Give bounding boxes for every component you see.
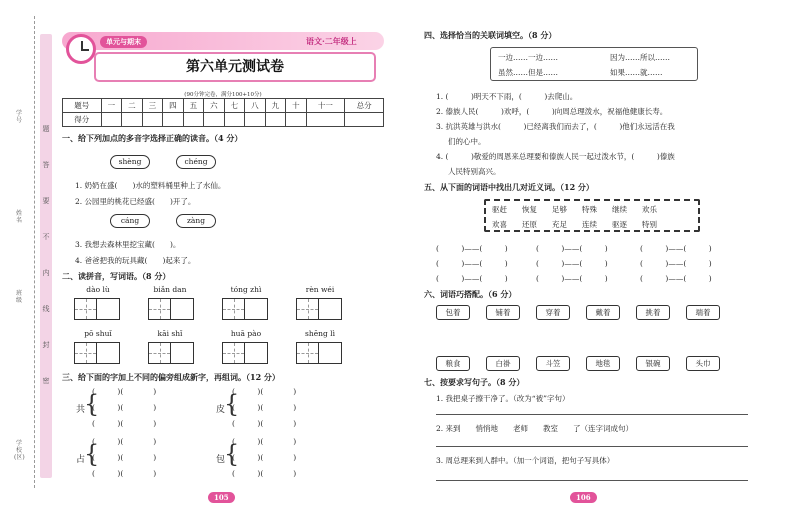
s4-question: 1. ( )明天不下雨，( )去爬山。 — [436, 92, 578, 101]
answer-line[interactable] — [436, 446, 748, 447]
pinyin-prompt: kāi shǐ — [157, 329, 183, 338]
seal-char: 不 — [42, 233, 50, 241]
class-label: 班级 — [15, 290, 22, 304]
s3-blank[interactable]: ( )( ) — [232, 469, 297, 478]
synonym-blank[interactable]: ( )——( ) — [640, 244, 712, 253]
synonym-blank[interactable]: ( )——( ) — [640, 274, 712, 283]
score-cell: 九 — [265, 99, 286, 113]
base-character: 共 — [76, 405, 86, 415]
s3-blank[interactable]: ( )( ) — [92, 453, 157, 462]
seal-char: 内 — [42, 269, 50, 277]
bank-word: 连续 — [582, 220, 597, 229]
s1-question: 2. 公园里的桃花已经盛( )开了。 — [75, 197, 196, 206]
unit-tag: 单元与期末 — [100, 36, 147, 48]
writing-grid[interactable] — [148, 298, 194, 320]
bank-word: 继续 — [612, 205, 627, 214]
score-cell: 题号 — [63, 99, 102, 113]
match-tile-bottom[interactable]: 头巾 — [686, 356, 720, 371]
s3-blank[interactable]: ( )( ) — [232, 419, 297, 428]
seal-char: 题 — [42, 125, 50, 133]
seal-char: 密 — [42, 377, 50, 385]
pinyin-option[interactable]: zàng — [176, 214, 216, 228]
score-input[interactable] — [345, 113, 384, 127]
page-number-left: 105 — [208, 492, 235, 503]
s4-question-cont: 人民特别高兴。 — [448, 167, 501, 176]
seal-char: 封 — [42, 341, 50, 349]
subject-label: 语文·二年级上 — [306, 36, 357, 46]
pinyin-prompt: dào lù — [86, 285, 110, 294]
section-4-title: 四、选择恰当的关联词填空。（8 分） — [424, 30, 557, 40]
synonym-blank[interactable]: ( )——( ) — [436, 274, 508, 283]
conjunction-option: 因为……所以…… — [610, 53, 670, 62]
brace: { — [84, 440, 100, 468]
bank-word: 充足 — [552, 220, 567, 229]
seal-band — [40, 34, 52, 478]
match-tile-bottom[interactable]: 斗笠 — [536, 356, 570, 371]
pinyin-prompt: pō shuǐ — [84, 329, 112, 338]
score-cell: 四 — [163, 99, 184, 113]
match-tile-top[interactable]: 包着 — [436, 305, 470, 320]
score-value-row — [63, 113, 384, 127]
pinyin-prompt: biǎn dan — [153, 285, 187, 294]
section-2-title: 二、读拼音，写词语。（8 分） — [62, 271, 171, 281]
s3-blank[interactable]: ( )( ) — [232, 387, 297, 396]
pinyin-option[interactable]: shèng — [110, 155, 150, 169]
section-1-title: 一、给下列加点的多音字选择正确的读音。（4 分） — [62, 133, 243, 143]
s1-question: 1. 奶奶在盛( )水的塑料桶里种上了水仙。 — [75, 181, 226, 190]
pinyin-prompt: shēng lì — [305, 329, 335, 338]
s3-blank[interactable]: ( )( ) — [92, 387, 157, 396]
s4-question: 4. ( )敬爱的周恩来总理要和傣族人民一起过泼水节，( )傣族 — [436, 152, 675, 161]
score-cell: 七 — [224, 99, 245, 113]
s7-question: 1. 我把桌子擦干净了。（改为“被”字句） — [436, 394, 570, 403]
student-id-label: 学号 — [15, 110, 22, 124]
section-6-title: 六、词语巧搭配。（6 分） — [424, 289, 517, 299]
synonym-blank[interactable]: ( )——( ) — [436, 259, 508, 268]
bank-word: 驱赶 — [492, 205, 507, 214]
s3-blank[interactable]: ( )( ) — [232, 453, 297, 462]
bank-word: 欢乐 — [642, 205, 657, 214]
match-tile-bottom[interactable]: 地毯 — [586, 356, 620, 371]
s3-blank[interactable]: ( )( ) — [92, 403, 157, 412]
score-input[interactable] — [265, 113, 286, 127]
synonym-blank[interactable]: ( )——( ) — [536, 274, 608, 283]
school-label: 学校(区) — [14, 440, 25, 461]
match-tile-top[interactable]: 穿着 — [536, 305, 570, 320]
synonym-blank[interactable]: ( )——( ) — [536, 244, 608, 253]
seal-char: 要 — [42, 197, 50, 205]
answer-line[interactable] — [436, 480, 748, 481]
match-tile-top[interactable]: 端着 — [686, 305, 720, 320]
alarm-clock-icon — [66, 34, 96, 64]
score-cell: 一 — [101, 99, 122, 113]
writing-grid[interactable] — [74, 342, 120, 364]
match-tile-top[interactable]: 挑着 — [636, 305, 670, 320]
name-label: 姓名 — [15, 210, 22, 224]
score-input[interactable] — [204, 113, 225, 127]
match-tile-bottom[interactable]: 银碗 — [636, 356, 670, 371]
synonym-blank[interactable]: ( )——( ) — [640, 259, 712, 268]
exam-info: (90分钟完卷，满分100+10分) — [184, 92, 262, 98]
section-7-title: 七、按要求写句子。（8 分） — [424, 377, 525, 387]
s1-question: 4. 爸爸把我的玩具藏( )起来了。 — [75, 256, 196, 265]
brace: { — [224, 440, 240, 468]
s3-blank[interactable]: ( )( ) — [92, 437, 157, 446]
score-input[interactable] — [101, 113, 122, 127]
s3-blank[interactable]: ( )( ) — [232, 403, 297, 412]
writing-grid[interactable] — [148, 342, 194, 364]
score-header-row — [63, 99, 384, 113]
synonym-blank[interactable]: ( )——( ) — [536, 259, 608, 268]
s1-question: 3. 我想去森林里挖宝藏( )。 — [75, 240, 181, 249]
bank-word: 欢喜 — [492, 220, 507, 229]
score-input[interactable] — [245, 113, 266, 127]
brace: { — [224, 390, 240, 418]
word-bank-row-1 — [492, 204, 657, 215]
score-input[interactable] — [163, 113, 184, 127]
bank-word: 驱逐 — [612, 220, 627, 229]
seal-char: 答 — [42, 161, 50, 169]
binding-gutter — [0, 0, 58, 532]
bank-word: 还原 — [522, 220, 537, 229]
bank-word: 恢复 — [522, 205, 537, 214]
title-box — [94, 52, 376, 82]
pinyin-prompt: tóng zhì — [230, 285, 262, 294]
page-number-right: 106 — [570, 492, 597, 503]
base-character: 占 — [76, 455, 86, 465]
writing-grid[interactable] — [296, 298, 342, 320]
s3-blank[interactable]: ( )( ) — [232, 437, 297, 446]
score-cell: 总分 — [345, 99, 384, 113]
section-3-title: 三、给下面的字加上不同的偏旁组成新字，再组词。（12 分） — [62, 372, 280, 382]
pinyin-prompt: huā pào — [230, 329, 262, 338]
match-tile-bottom[interactable]: 白褂 — [486, 356, 520, 371]
score-cell: 十 — [286, 99, 307, 113]
cut-line — [34, 16, 35, 488]
writing-grid[interactable] — [296, 342, 342, 364]
base-character: 皮 — [216, 405, 226, 415]
pinyin-option[interactable]: cáng — [110, 214, 150, 228]
score-cell: 六 — [204, 99, 225, 113]
answer-line[interactable] — [436, 414, 748, 415]
s4-question-cont: 们的心中。 — [448, 137, 486, 146]
score-cell: 十一 — [306, 99, 345, 113]
score-cell: 五 — [183, 99, 204, 113]
word-bank-row-2 — [492, 219, 657, 230]
bank-word: 特别 — [642, 220, 657, 229]
score-table — [62, 98, 384, 127]
score-cell: 三 — [142, 99, 163, 113]
score-input[interactable] — [122, 113, 143, 127]
bank-word: 特殊 — [582, 205, 597, 214]
synonym-blank[interactable]: ( )——( ) — [436, 244, 508, 253]
brace: { — [84, 390, 100, 418]
score-input[interactable] — [142, 113, 163, 127]
writing-grid[interactable] — [222, 298, 268, 320]
score-input[interactable] — [183, 113, 204, 127]
match-tile-top[interactable]: 铺着 — [486, 305, 520, 320]
base-character: 包 — [216, 455, 226, 465]
score-cell: 八 — [245, 99, 266, 113]
match-tile-top[interactable]: 戴着 — [586, 305, 620, 320]
score-cell: 得分 — [63, 113, 102, 127]
writing-grid[interactable] — [222, 342, 268, 364]
writing-grid[interactable] — [74, 298, 120, 320]
s7-question: 3. 周总理来到人群中。（加一个词语，把句子写具体） — [436, 456, 615, 465]
seal-char: 线 — [42, 305, 50, 313]
score-input[interactable] — [286, 113, 307, 127]
conjunction-option: 如果……就…… — [610, 68, 663, 77]
match-tile-bottom[interactable]: 粮食 — [436, 356, 470, 371]
conjunction-option: 虽然……但是…… — [498, 68, 558, 77]
section-5-title: 五、从下面的词语中找出几对近义词。（12 分） — [424, 182, 594, 192]
s4-question: 3. 抗洪英雄与洪水( )已经离我们而去了，( )他们永远活在我 — [436, 122, 675, 131]
s7-question: 2. 来到 悄悄地 老师 教室 了（连字词成句） — [436, 424, 634, 433]
score-input[interactable] — [306, 113, 345, 127]
paper-header — [62, 32, 384, 94]
bank-word: 足够 — [552, 205, 567, 214]
page-title: 第六单元测试卷 — [186, 59, 284, 75]
score-cell: 二 — [122, 99, 143, 113]
s3-blank[interactable]: ( )( ) — [92, 419, 157, 428]
score-input[interactable] — [224, 113, 245, 127]
conjunction-option: 一边……一边…… — [498, 53, 558, 62]
s3-blank[interactable]: ( )( ) — [92, 469, 157, 478]
pinyin-option[interactable]: chéng — [176, 155, 216, 169]
s4-question: 2. 傣族人民( )欢呼，( )向周总理泼水，祝福他健康长寿。 — [436, 107, 668, 116]
pinyin-prompt: rèn wéi — [305, 285, 335, 294]
